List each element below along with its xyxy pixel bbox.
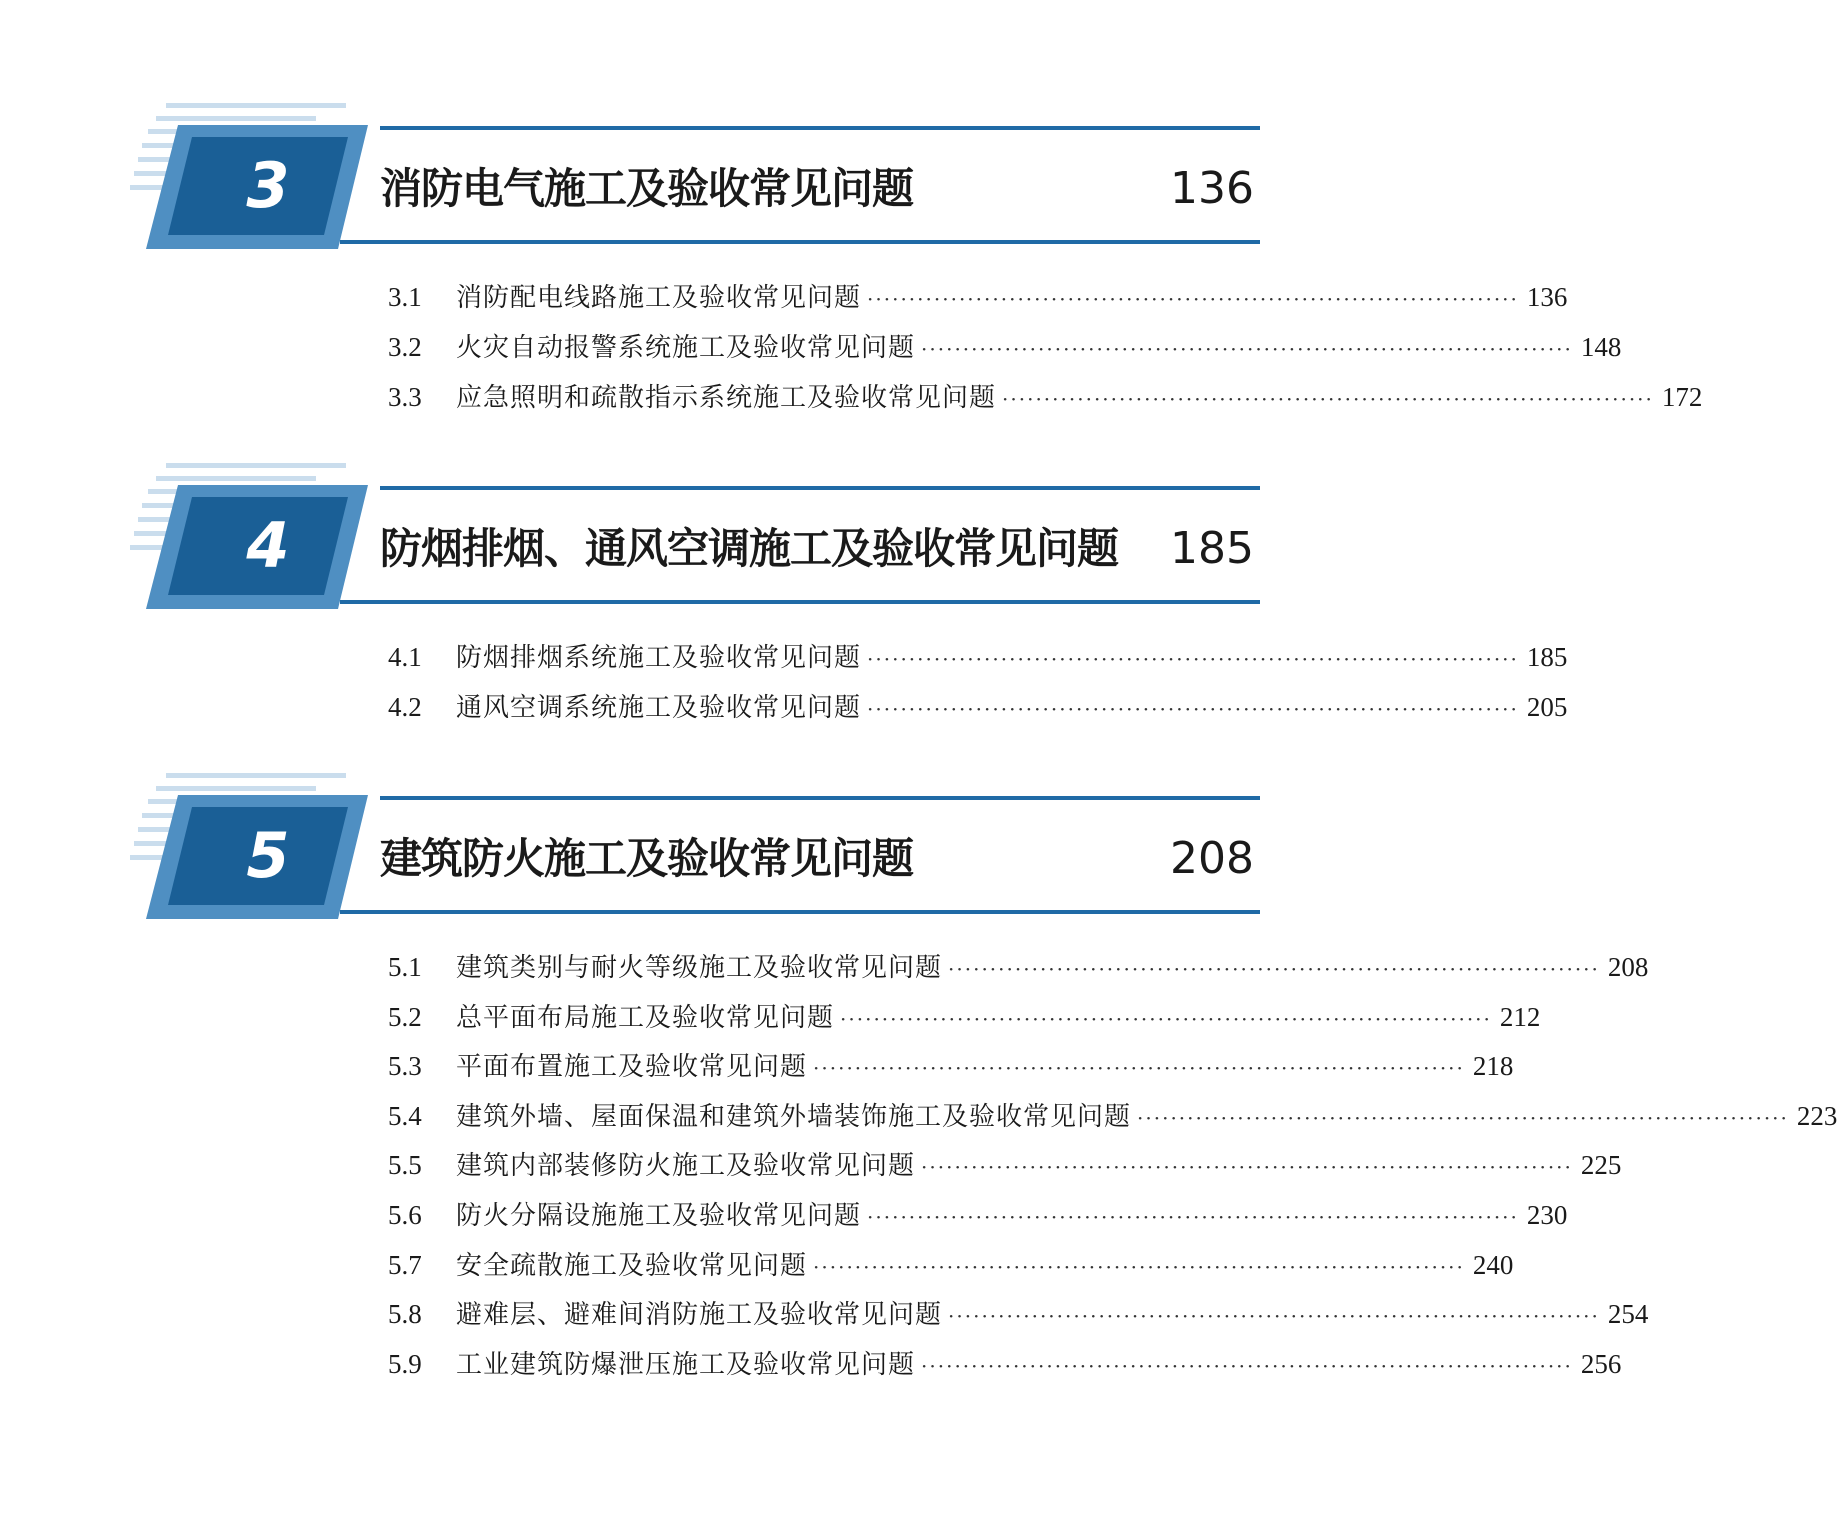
section-page-number: 230 [1526, 1200, 1568, 1230]
chapter-number: 3 [246, 149, 290, 222]
section-title: 防烟排烟系统施工及验收常见问题 [456, 643, 862, 673]
chapter-page-number[interactable]: 185 [1170, 523, 1254, 574]
leader-dots: ·············································································· [867, 697, 1519, 721]
toc-entry[interactable] [388, 1096, 1837, 1136]
chapter-page-number[interactable]: 208 [1170, 833, 1254, 884]
chapter-rule-bottom [340, 240, 1260, 244]
section-number: 4.1 [388, 642, 422, 672]
leader-dots: ·············································································· [1137, 1106, 1789, 1130]
section-number: 5.1 [388, 952, 422, 982]
section-title: 消防配电线路施工及验收常见问题 [456, 283, 862, 313]
toc-entry[interactable] [388, 997, 1541, 1037]
section-page-number: 148 [1580, 332, 1622, 362]
toc-entry[interactable] [388, 377, 1703, 417]
toc-entry[interactable] [388, 1245, 1514, 1285]
toc-entry[interactable] [388, 1344, 1622, 1384]
section-page-number: 256 [1580, 1349, 1622, 1379]
leader-dots: ·············································································· [948, 957, 1600, 981]
leader-dots: ·············································································· [840, 1007, 1492, 1031]
leader-dots: ·············································································· [867, 647, 1519, 671]
section-number: 5.9 [388, 1349, 422, 1379]
section-page-number: 208 [1607, 952, 1649, 982]
section-title: 防火分隔设施施工及验收常见问题 [456, 1201, 862, 1231]
section-number: 5.5 [388, 1150, 422, 1180]
leader-dots: ·············································································· [867, 287, 1519, 311]
leader-dots: ·············································································· [813, 1056, 1465, 1080]
section-page-number: 254 [1607, 1299, 1649, 1329]
section-number: 3.3 [388, 382, 422, 412]
section-title: 平面布置施工及验收常见问题 [456, 1052, 808, 1082]
chapter-rule-top [380, 796, 1260, 800]
leader-dots: ·············································································· [867, 1205, 1519, 1229]
chapter-title[interactable]: 消防电气施工及验收常见问题 [380, 164, 914, 213]
section-page-number: 218 [1472, 1051, 1514, 1081]
section-page-number: 225 [1580, 1150, 1622, 1180]
chapter-rule-top [380, 486, 1260, 490]
section-title: 建筑内部装修防火施工及验收常见问题 [456, 1151, 916, 1181]
section-title: 安全疏散施工及验收常见问题 [456, 1251, 808, 1281]
toc-entry[interactable] [388, 327, 1622, 367]
chapter-number: 5 [246, 819, 290, 892]
leader-dots: ·············································································· [948, 1304, 1600, 1328]
section-title: 建筑类别与耐火等级施工及验收常见问题 [456, 953, 943, 983]
chapter-rule-bottom [340, 910, 1260, 914]
leader-dots: ·············································································· [921, 1354, 1573, 1378]
section-page-number: 136 [1526, 282, 1568, 312]
section-title: 建筑外墙、屋面保温和建筑外墙装饰施工及验收常见问题 [456, 1102, 1132, 1132]
section-page-number: 205 [1526, 692, 1568, 722]
section-title: 火灾自动报警系统施工及验收常见问题 [456, 333, 916, 363]
section-page-number: 185 [1526, 642, 1568, 672]
section-number: 5.2 [388, 1002, 422, 1032]
toc-entry[interactable] [388, 637, 1568, 677]
chapter-title[interactable]: 建筑防火施工及验收常见问题 [380, 834, 914, 883]
section-number: 5.7 [388, 1250, 422, 1280]
leader-dots: ·············································································· [921, 337, 1573, 361]
section-number: 4.2 [388, 692, 422, 722]
section-title: 通风空调系统施工及验收常见问题 [456, 693, 862, 723]
section-page-number: 212 [1499, 1002, 1541, 1032]
chapter-title[interactable]: 防烟排烟、通风空调施工及验收常见问题 [380, 524, 1119, 573]
toc-entry[interactable] [388, 687, 1568, 727]
section-number: 3.1 [388, 282, 422, 312]
section-page-number: 172 [1661, 382, 1703, 412]
toc-entry[interactable] [388, 1046, 1514, 1086]
chapter-number: 4 [246, 509, 290, 582]
leader-dots: ·············································································· [813, 1255, 1465, 1279]
section-title: 应急照明和疏散指示系统施工及验收常见问题 [456, 383, 997, 413]
section-title: 工业建筑防爆泄压施工及验收常见问题 [456, 1350, 916, 1380]
chapter-rule-top [380, 126, 1260, 130]
section-title: 总平面布局施工及验收常见问题 [456, 1003, 835, 1033]
toc-entry[interactable] [388, 1145, 1622, 1185]
toc-entry[interactable] [388, 1294, 1649, 1334]
toc-entry[interactable] [388, 277, 1568, 317]
chapter-page-number[interactable]: 136 [1170, 163, 1254, 214]
section-title: 避难层、避难间消防施工及验收常见问题 [456, 1300, 943, 1330]
section-number: 5.4 [388, 1101, 422, 1131]
section-number: 5.3 [388, 1051, 422, 1081]
leader-dots: ·············································································· [921, 1155, 1573, 1179]
section-page-number: 240 [1472, 1250, 1514, 1280]
section-page-number: 223 [1796, 1101, 1837, 1131]
chapter-rule-bottom [340, 600, 1260, 604]
section-number: 3.2 [388, 332, 422, 362]
section-number: 5.6 [388, 1200, 422, 1230]
leader-dots: ·············································································· [1002, 387, 1654, 411]
section-number: 5.8 [388, 1299, 422, 1329]
toc-entry[interactable] [388, 947, 1649, 987]
toc-entry[interactable] [388, 1195, 1568, 1235]
